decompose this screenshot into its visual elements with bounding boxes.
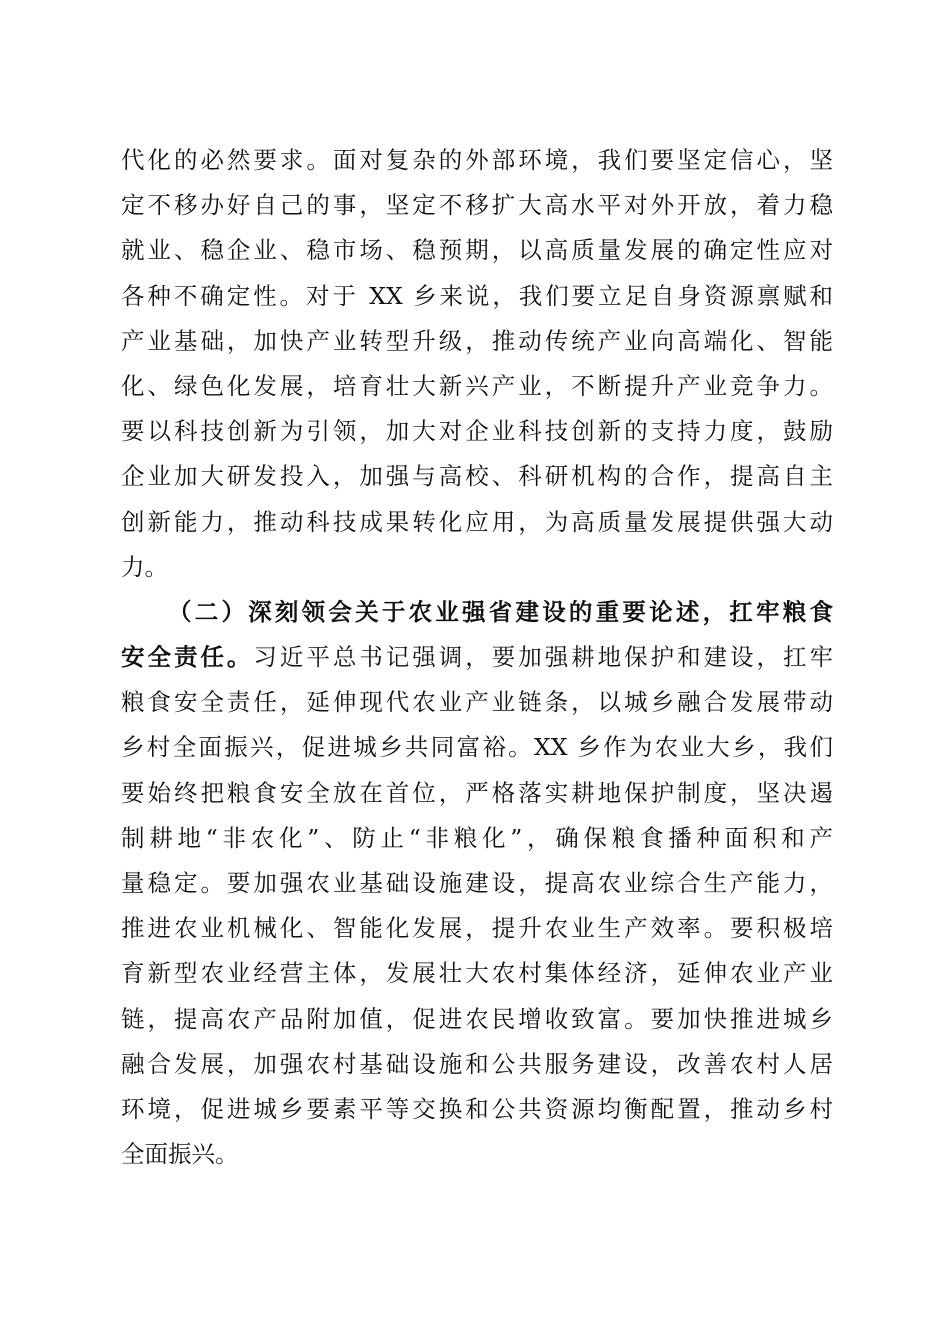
text-line: 力。 [121,552,168,581]
text-line: 要始终把粮食安全放在首位，严格落实耕地保护制度，坚决遏 [121,778,833,807]
paragraph-2 [121,590,833,1177]
text-line: 要以科技创新为引领，加大对企业科技创新的支持力度，鼓励 [121,417,833,446]
text-line: 环境，促进城乡要素平等交换和公共资源均衡配置，推动乡村 [121,1094,833,1123]
section-heading: （二）深刻领会关于农业强省建设的重要论述，扛牢粮食 [168,597,833,626]
text-line: 推进农业机械化、智能化发展，提升农业生产效率。要积极培 [121,914,833,943]
text-line: 各种不确定性。对于 XX 乡来说，我们要立足自身资源禀赋和 [121,281,833,310]
text-line: 创新能力，推动科技成果转化应用，为高质量发展提供强大动 [121,507,833,536]
text-line: 育新型农业经营主体，发展壮大农村集体经济，延伸农业产业 [121,959,833,988]
text-line: 全面振兴。 [121,1140,239,1169]
text-line: 化、绿色化发展，培育壮大新兴产业，不断提升产业竞争力。 [121,371,833,400]
text-line: 产业基础，加快产业转型升级，推动传统产业向高端化、智能 [121,326,833,355]
text-line: 代化的必然要求。面对复杂的外部环境，我们要坚定信心，坚 [121,146,833,174]
paragraph-1 [121,138,833,590]
text-line: 乡村全面振兴，促进城乡共同富裕。XX 乡作为农业大乡，我们 [121,733,833,762]
text-line: 企业加大研发投入，加强与高校、科研机构的合作，提高自主 [121,462,833,491]
text-line: 就业、稳企业、稳市场、稳预期，以高质量发展的确定性应对 [121,236,833,265]
section-heading-end: 安全责任。 [121,643,254,672]
text-line: 定不移办好自己的事，坚定不移扩大高水平对外开放，着力稳 [121,191,833,220]
text-line [121,635,833,680]
text-line: 量稳定。要加强农业基础设施建设，提高农业综合生产能力， [121,869,833,897]
text-line: 制耕地“非农化”、防止“非粮化”，确保粮食播种面积和产 [121,823,833,852]
text-line: 链，提高农产品附加值，促进农民增收致富。要加快推进城乡 [121,1004,833,1033]
text-line: 粮食安全责任，延伸现代农业产业链条，以城乡融合发展带动 [121,688,833,717]
text-span: 习近平总书记强调，要加强耕地保护和建设，扛牢 [253,643,834,672]
text-line: 融合发展，加强农村基础设施和公共服务建设，改善农村人居 [121,1049,833,1078]
body-text [121,138,833,1177]
